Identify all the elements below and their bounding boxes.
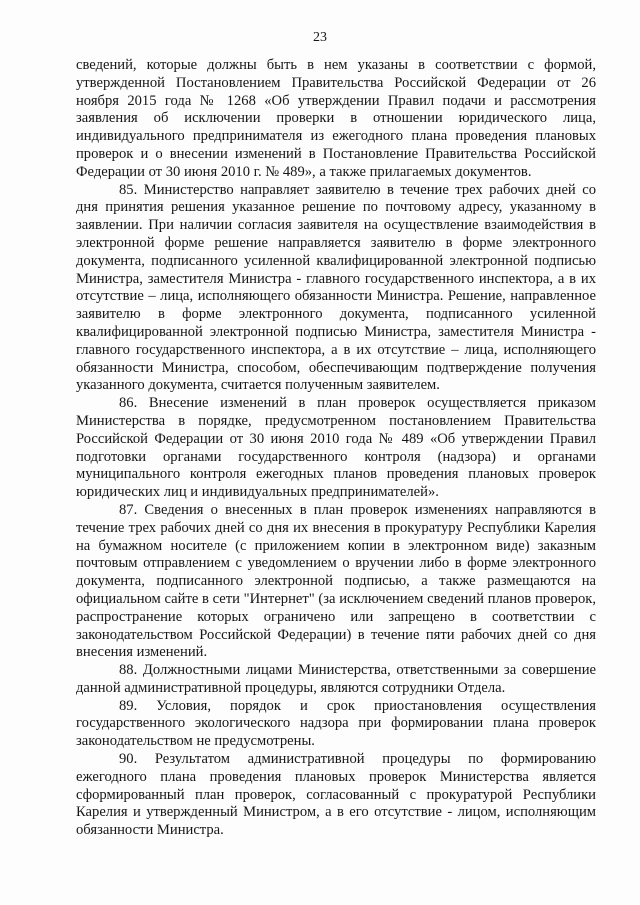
paragraph-89: 89. Условия, порядок и срок приостановления осуществления государственного экологического надзора при формировании плана проверок законодательством не предусмотрены. [76, 697, 596, 750]
paragraph-86: 86. Внесение изменений в план проверок осуществляется приказом Министерства в порядке, предусмотренном постановлением Правительства Российской Федерации от 30 июня 2010 года № 489 «Об утверждении Правил подготовки органами государственного контроля (надзора) и органами муниципального контроля ежегодных планов проведения плановых проверок юридических лиц и индивидуальных предпринимателей». [76, 395, 596, 501]
paragraph-90: 90. Результатом административной процедуры по формированию ежегодного плана проведения плановых проверок Министерства является сформированный план проверок, согласованный с прокуратурой Республики Карелия и утвержденный Министром, а в его отсутствие - лицом, исполняющим обязанности Министра. [76, 751, 596, 839]
paragraph-87: 87. Сведения о внесенных в план проверок изменениях направляются в течение трех рабочих дней со дня их внесения в прокуратуру Республики Карелия на бумажном носителе (с приложением копии в электронном виде) заказным почтовым отправлением с уведомлением о вручении либо в форме электронного документа, подписанного электронной подписью, а также размещаются на официальном сайте в сети "Интернет" (за исключением сведений планов проверок, распространение которых ограничено или запрещено в соответствии с законодательством Российской Федерации) в течение пяти рабочих дней со дня внесения изменений. [76, 501, 596, 661]
paragraph-85: 85. Министерство направляет заявителю в течение трех рабочих дней со дня принятия решения указанное решение по почтовому адресу, указанному в заявлении. При наличии согласия заявителя на осуществление взаимодействия в электронной форме решение направляется заявителю в форме электронного документа, подписанного усиленной квалифицированной электронной подписью Министра, заместителя Министра - главного государственного инспектора, а в их отсутствие – лица, исполняющего обязанности Министра. Решение, направленное заявителю в форме электронного документа, подписанного усиленной квалифицированной электронной подписью Министра, заместителя Министра - главного государственного инспектора, а в их отсутствие – лица, исполняющего обязанности Министра, способом, обеспечивающим подтверждение получения указанного документа, считается полученным заявителем. [76, 181, 596, 394]
paragraph-continuation: сведений, которые должны быть в нем указаны в соответствии с формой, утвержденной Постановлением Правительства Российской Федерации от 26 ноября 2015 года № 1268 «Об утверждении Правил подачи и рассмотрения заявления об исключении проверки в отношении юридического лица, индивидуального предпринимателя из ежегодного плана проведения плановых проверок и о внесении изменений в Постановление Правительства Российской Федерации от 30 июня 2010 г. № 489», а также прилагаемых документов. [76, 57, 596, 180]
paragraph-88: 88. Должностными лицами Министерства, ответственными за совершение данной административной процедуры, являются сотрудники Отдела. [76, 662, 596, 696]
page-number: 23 [313, 30, 327, 45]
document-body [76, 57, 596, 840]
